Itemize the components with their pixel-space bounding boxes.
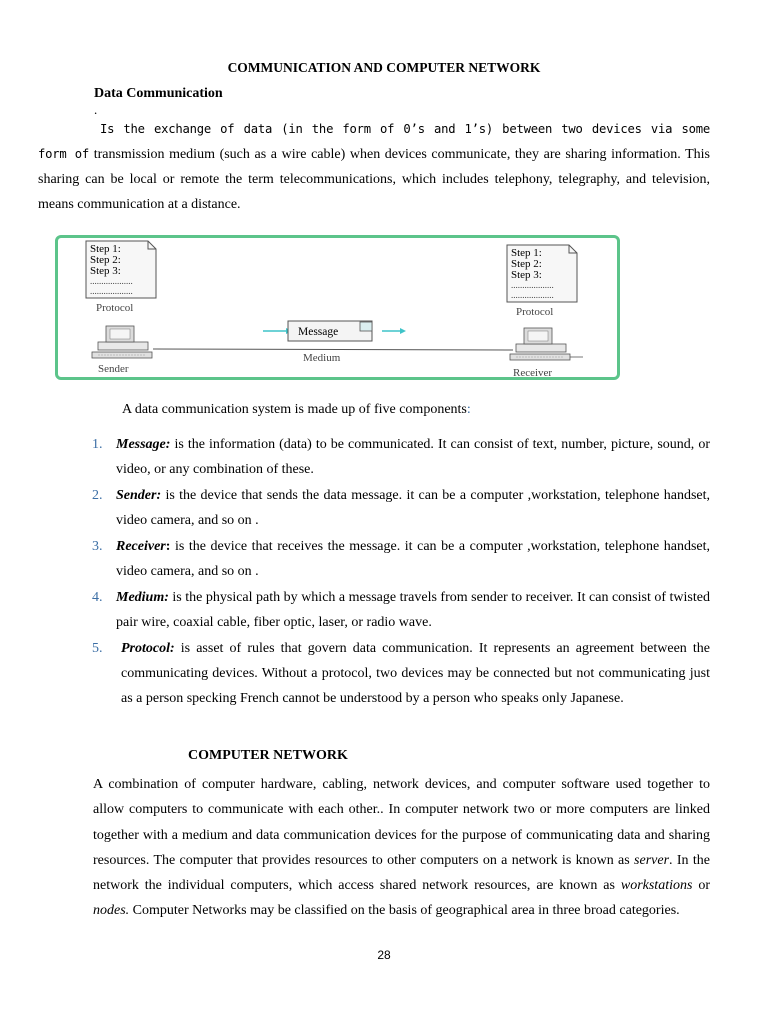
message-packet [263, 321, 406, 341]
receiver-computer-icon [510, 328, 583, 360]
section-heading-data-communication: Data Communication [94, 86, 223, 101]
cn-text-2: . In the network the individual computers, which access shared network resources, are known as [93, 852, 710, 894]
stray-dot: . [94, 102, 98, 117]
left-step-3: Step 3: [90, 265, 121, 277]
left-step-2: Step 2: [90, 254, 121, 266]
components-lead [122, 402, 471, 418]
list-item-message [70, 432, 710, 482]
list-number: 1. [92, 437, 103, 452]
receiver-label: Receiver [513, 367, 553, 377]
list-number: 2. [92, 488, 103, 503]
term-sender: Sender: [116, 488, 162, 503]
page-number: 28 [377, 948, 391, 962]
message-label: Message [298, 326, 339, 338]
intro-rest: transmission medium (such as a wire cable) when devices communicate, they are sharing information. This sharing can be local or remote the term telecommunications, which includes telephony, telegraphy, and television, means communication at a distance. [38, 147, 710, 212]
left-dots-1: ................... [90, 276, 133, 286]
cn-server: server [634, 852, 670, 868]
cn-nodes: nodes. [93, 903, 130, 919]
list-number: 4. [92, 590, 103, 605]
right-step-2: Step 2: [511, 258, 542, 270]
cn-text-3: or [692, 878, 710, 894]
desc-sender: is the device that sends the data message. it can be a computer ,workstation, telephone handset, video camera, and so on . [116, 488, 710, 528]
desc-receiver: is the device that receives the message. it can be a computer ,workstation, telephone handset, video camera, and so on . [116, 539, 710, 579]
list-item-protocol [70, 636, 710, 711]
components-lead-text: A data communication system is made up of five components [122, 402, 467, 417]
intro-paragraph [38, 117, 710, 217]
components-lead-colon: : [466, 402, 471, 417]
right-dots-1: ................... [511, 280, 554, 290]
cn-workstations: workstations [620, 878, 693, 894]
right-step-3: Step 3: [511, 269, 542, 281]
term-protocol: Protocol: [121, 641, 175, 656]
right-dots-2: ................... [511, 290, 554, 300]
desc-medium: is the physical path by which a message travels from sender to receiver. It can consist of twisted pair wire, coaxial cable, fiber optic, laser, or radio wave. [116, 590, 710, 630]
protocol-label-left: Protocol [96, 302, 134, 314]
term-medium: Medium: [116, 590, 169, 605]
cn-text-1: A combination of computer hardware, cabling, network devices, and computer software used together to allow computers to communicate with each other.. In computer network two or more computers are linked together with a medium and data communication devices for the purpose of communicating data and sharing resources. The computer that provides resources to other computers on a network is known as [93, 777, 710, 868]
list-number: 3. [92, 539, 103, 554]
desc-message: is the information (data) to be communicated. It can consist of text, number, picture, sound, or video, or any combination of these. [116, 437, 710, 477]
components-list [70, 432, 710, 712]
protocol-document-left [86, 241, 156, 298]
intro-first-line: Is the exchange of data (in the form of 0’s and 1’s) between two devices via some form of [38, 122, 710, 161]
protocol-document-right [507, 245, 577, 302]
left-dots-2: ................... [90, 286, 133, 296]
sender-label: Sender [98, 363, 129, 375]
sender-computer-icon [92, 326, 152, 358]
computer-network-heading: COMPUTER NETWORK [188, 748, 348, 763]
term-receiver: Receiver [116, 539, 166, 554]
term-message: Message: [116, 437, 171, 452]
diagram-svg [58, 238, 617, 377]
page-title: COMMUNICATION AND COMPUTER NETWORK [227, 60, 541, 75]
protocol-label-right: Protocol [516, 306, 554, 318]
cn-text-4: Computer Networks may be classified on the basis of geographical area in three broad categories. [129, 903, 680, 919]
computer-network-paragraph [93, 772, 710, 924]
medium-line [153, 349, 513, 350]
list-item-medium [70, 585, 710, 635]
right-step-1: Step 1: [511, 247, 542, 259]
left-step-1: Step 1: [90, 243, 121, 255]
communication-diagram [55, 235, 620, 380]
list-item-receiver [70, 534, 710, 584]
list-number: 5. [92, 641, 103, 656]
term-receiver-colon: : [165, 539, 171, 554]
medium-label: Medium [303, 352, 341, 364]
desc-protocol: is asset of rules that govern data communication. It represents an agreement between the communicating devices. Without a protocol, two devices may be connected but not communicating just as a person specking French cannot be understood by a person who speaks only Japanese. [121, 641, 710, 706]
list-item-sender [70, 483, 710, 533]
